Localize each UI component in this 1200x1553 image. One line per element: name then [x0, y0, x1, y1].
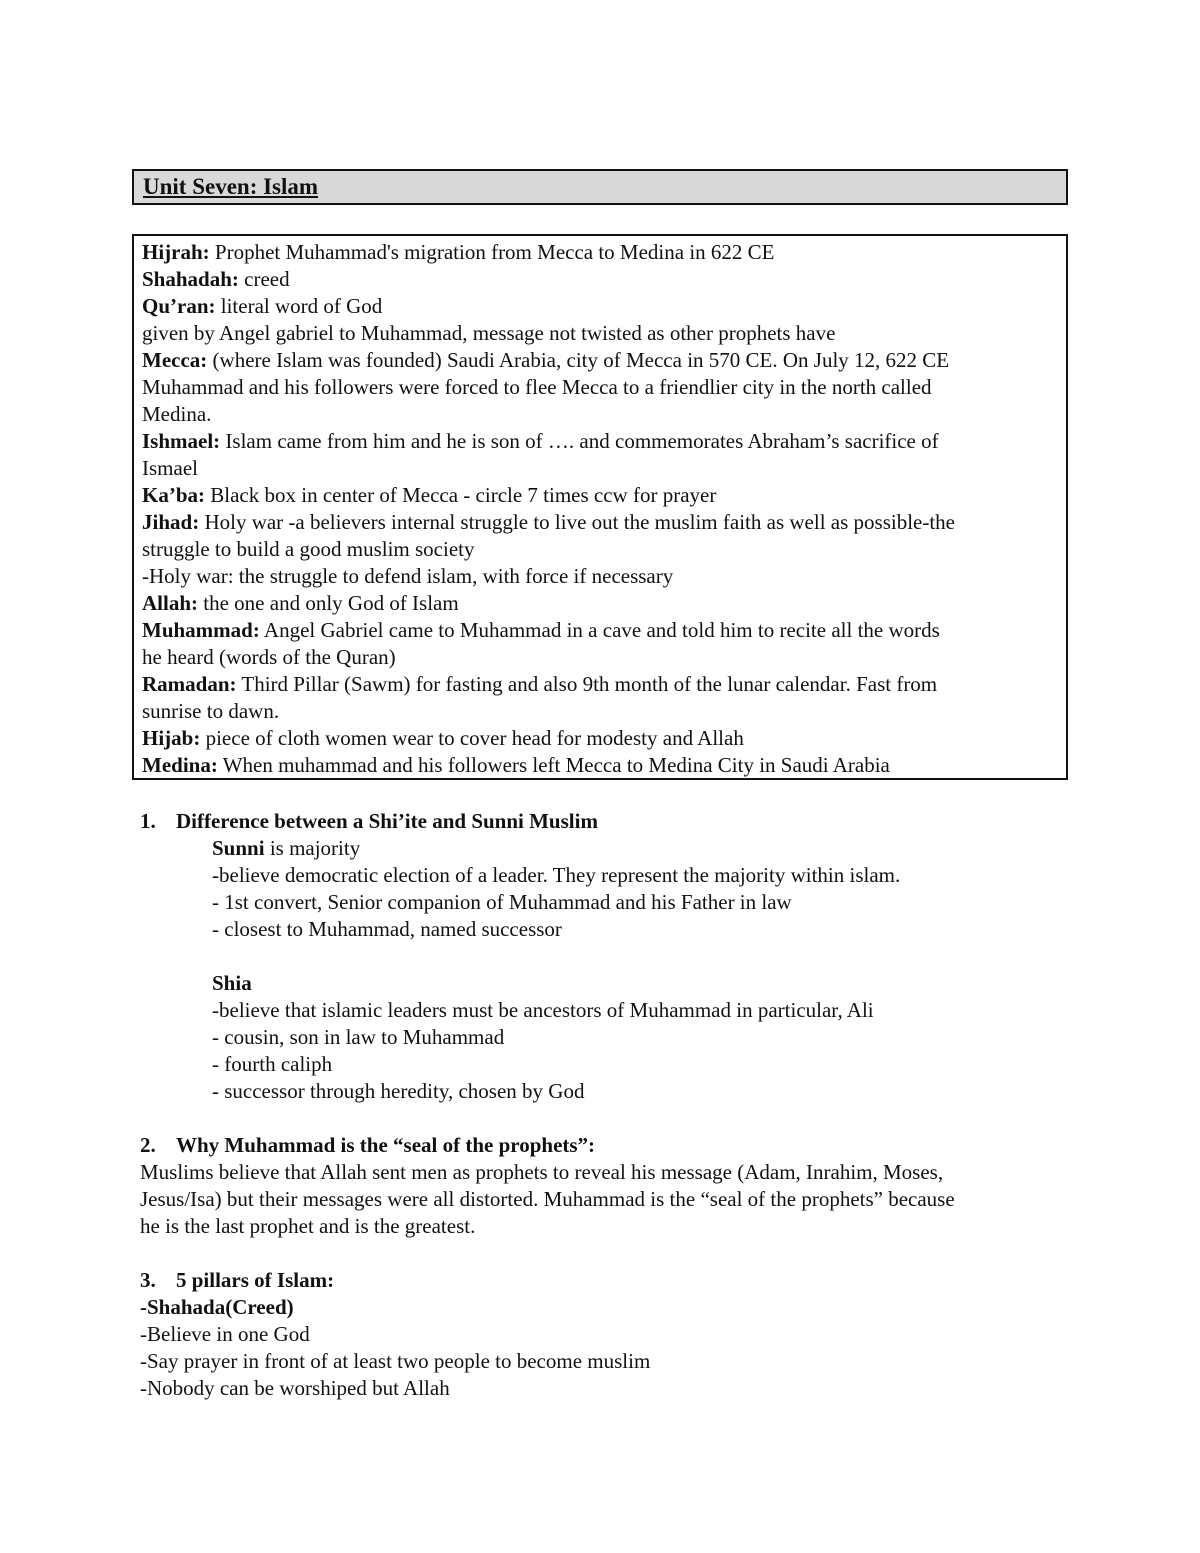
questions-section: [140, 808, 1070, 1402]
spacer: [140, 943, 1070, 970]
glossary-entry-ishmael: [142, 428, 1062, 455]
sunni-line: - 1st convert, Senior companion of Muhammad and his Father in law: [212, 890, 792, 914]
glossary-term: Muhammad:: [142, 618, 260, 642]
question-text: Difference between a Shi’ite and Sunni Muslim: [176, 809, 598, 833]
glossary-continuation: Medina.: [142, 402, 212, 426]
glossary-definition: Black box in center of Mecca - circle 7 times ccw for prayer: [205, 483, 717, 507]
sunni-label: Sunni: [212, 836, 265, 860]
pillar-heading: -Shahada(Creed): [140, 1295, 294, 1319]
spacer: [140, 1105, 1070, 1132]
glossary-entry-quran: [142, 293, 1062, 320]
question-3-heading: [140, 1267, 1070, 1294]
glossary-term: Hijab:: [142, 726, 201, 750]
glossary-continuation: Ismael: [142, 456, 198, 480]
question-2-heading: [140, 1132, 1070, 1159]
sunni-line: -believe democratic election of a leader. They represent the majority within islam.: [212, 863, 901, 887]
sunni-rest: is majority: [264, 836, 361, 860]
glossary-term: Ishmael:: [142, 429, 221, 453]
glossary-definition: literal word of God: [215, 294, 383, 318]
glossary-definition: Third Pillar (Sawm) for fasting and also 9th month of the lunar calendar. Fast from: [236, 672, 938, 696]
answer-line: Muslims believe that Allah sent men as prophets to reveal his message (Adam, Inrahim, Moses,: [140, 1160, 944, 1184]
glossary-entry-hijab: [142, 725, 1062, 752]
glossary-term: Ka’ba:: [142, 483, 205, 507]
shia-line: -believe that islamic leaders must be ancestors of Muhammad in particular, Ali: [212, 998, 874, 1022]
glossary-entry-muhammad: [142, 617, 1062, 644]
glossary-entry-allah: [142, 590, 1062, 617]
glossary-list: [142, 239, 1062, 779]
glossary-continuation: sunrise to dawn.: [142, 699, 280, 723]
sunni-heading: [140, 835, 1070, 862]
glossary-box: [132, 234, 1068, 780]
shia-line: - fourth caliph: [212, 1052, 333, 1076]
glossary-definition: Islam came from him and he is son of …. and commemorates Abraham’s sacrifice of: [220, 429, 939, 453]
glossary-term: Medina:: [142, 753, 218, 777]
glossary-term: Mecca:: [142, 348, 208, 372]
question-text: 5 pillars of Islam:: [176, 1268, 335, 1292]
shia-line: - successor through heredity, chosen by God: [212, 1079, 585, 1103]
answer-line: Jesus/Isa) but their messages were all distorted. Muhammad is the “seal of the prophets” because: [140, 1187, 955, 1211]
glossary-definition: Angel Gabriel came to Muhammad in a cave and told him to recite all the words: [259, 618, 940, 642]
title-box: [132, 169, 1068, 205]
glossary-term: Jihad:: [142, 510, 200, 534]
glossary-term: Allah:: [142, 591, 199, 615]
question-number: 2.: [140, 1133, 156, 1157]
glossary-term: Qu’ran:: [142, 294, 216, 318]
answer-line: he is the last prophet and is the greatest.: [140, 1214, 476, 1238]
glossary-definition: When muhammad and his followers left Mecca to Medina City in Saudi Arabia: [217, 753, 890, 777]
question-1-heading: [140, 808, 1070, 835]
shia-line: - cousin, son in law to Muhammad: [212, 1025, 505, 1049]
glossary-definition: the one and only God of Islam: [198, 591, 459, 615]
glossary-continuation: Muhammad and his followers were forced to flee Mecca to a friendlier city in the north called: [142, 375, 932, 399]
glossary-continuation: he heard (words of the Quran): [142, 645, 396, 669]
pillar-line: -Believe in one God: [140, 1322, 310, 1346]
glossary-term: Ramadan:: [142, 672, 237, 696]
glossary-entry-shahadah: [142, 266, 1062, 293]
shia-label: Shia: [212, 971, 252, 995]
question-text: Why Muhammad is the “seal of the prophets”:: [176, 1133, 596, 1157]
glossary-continuation: struggle to build a good muslim society: [142, 537, 475, 561]
glossary-definition: Prophet Muhammad's migration from Mecca to Medina in 622 CE: [209, 240, 775, 264]
glossary-entry-medina: [142, 752, 1062, 779]
glossary-entry-kaba: [142, 482, 1062, 509]
glossary-continuation: -Holy war: the struggle to defend islam, with force if necessary: [142, 564, 674, 588]
glossary-continuation: given by Angel gabriel to Muhammad, message not twisted as other prophets have: [142, 321, 836, 345]
page-title: Unit Seven: Islam: [143, 174, 319, 199]
glossary-term: Shahadah:: [142, 267, 239, 291]
glossary-entry-hijrah: [142, 239, 1062, 266]
question-number: 1.: [140, 809, 156, 833]
sunni-line: - closest to Muhammad, named successor: [212, 917, 562, 941]
pillar-line: -Say prayer in front of at least two people to become muslim: [140, 1349, 651, 1373]
glossary-entry-ramadan: [142, 671, 1062, 698]
glossary-definition: creed: [238, 267, 290, 291]
glossary-entry-jihad: [142, 509, 1062, 536]
glossary-entry-mecca: [142, 347, 1062, 374]
spacer: [140, 1240, 1070, 1267]
glossary-term: Hijrah:: [142, 240, 210, 264]
glossary-definition: piece of cloth women wear to cover head for modesty and Allah: [200, 726, 744, 750]
glossary-definition: Holy war -a believers internal struggle to live out the muslim faith as well as possible-the: [199, 510, 956, 534]
glossary-definition: (where Islam was founded) Saudi Arabia, city of Mecca in 570 CE. On July 12, 622 CE: [207, 348, 950, 372]
pillar-line: -Nobody can be worshiped but Allah: [140, 1376, 450, 1400]
question-number: 3.: [140, 1268, 156, 1292]
